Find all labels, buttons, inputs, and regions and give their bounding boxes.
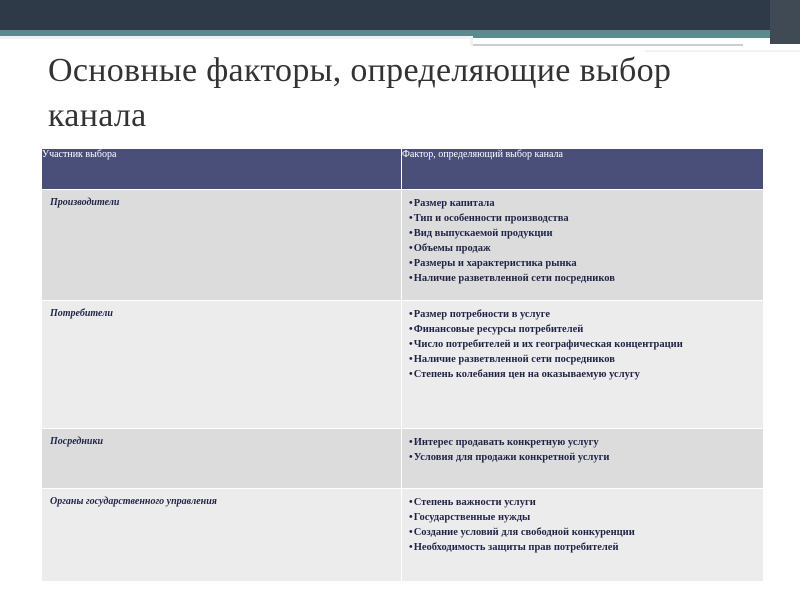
- participant-label: Посредники: [50, 436, 104, 447]
- factor-list: [402, 429, 763, 465]
- factor-item: • Условия для продажи конкретной услуги: [409, 450, 755, 465]
- factors-cell: [402, 429, 764, 489]
- factor-list: [402, 190, 763, 286]
- header-participant: Участник выбора: [42, 149, 402, 190]
- factor-item: • Размеры и характеристика рынка: [409, 256, 755, 271]
- factor-item: • Степень важности услуги: [409, 495, 755, 510]
- factor-list: [402, 301, 763, 382]
- factor-item: • Наличие разветвленной сети посредников: [409, 352, 755, 367]
- factors-cell: [402, 489, 764, 582]
- factor-item: • Размер капитала: [409, 196, 755, 211]
- factor-item: • Наличие разветвленной сети посредников: [409, 271, 755, 286]
- factor-item: • Создание условий для свободной конкуренции: [409, 525, 755, 540]
- participant-cell: [42, 429, 402, 489]
- participant-label: Органы государственного управления: [50, 496, 217, 507]
- table-row: [42, 190, 764, 301]
- participant-cell: [42, 301, 402, 429]
- decor-line: [473, 44, 743, 46]
- decor-line: [0, 36, 470, 39]
- participant-cell: [42, 190, 402, 301]
- slide-title: Основные факторы, определяющие выбор канала: [48, 52, 672, 134]
- factor-item: • Объемы продаж: [409, 241, 755, 256]
- factor-item: • Вид выпускаемой продукции: [409, 226, 755, 241]
- factor-list: [402, 489, 763, 555]
- factor-item: • Тип и особенности производства: [409, 211, 755, 226]
- factor-item: • Финансовые ресурсы потребителей: [409, 322, 755, 337]
- top-band-dark: [0, 0, 800, 30]
- table-header-row: [42, 149, 764, 190]
- top-right-accent: [770, 0, 800, 44]
- factor-item: • Интерес продавать конкретную услугу: [409, 435, 755, 450]
- factors-table: [41, 148, 764, 582]
- participant-label: Производители: [50, 197, 120, 208]
- factor-item: • Размер потребности в услуге: [409, 307, 755, 322]
- factor-item: • Число потребителей и их географическая концентрации: [409, 337, 755, 352]
- participant-cell: [42, 489, 402, 582]
- table-row: [42, 489, 764, 582]
- factors-cell: [402, 301, 764, 429]
- header-factor: Фактор, определяющий выбор канала: [402, 149, 764, 190]
- factor-item: • Государственные нужды: [409, 510, 755, 525]
- factor-item: • Степень колебания цен на оказываемую услугу: [409, 367, 755, 382]
- factor-item: • Необходимость защиты прав потребителей: [409, 540, 755, 555]
- factors-cell: [402, 190, 764, 301]
- table-row: [42, 429, 764, 489]
- participant-label: Потребители: [50, 308, 113, 319]
- table-row: [42, 301, 764, 429]
